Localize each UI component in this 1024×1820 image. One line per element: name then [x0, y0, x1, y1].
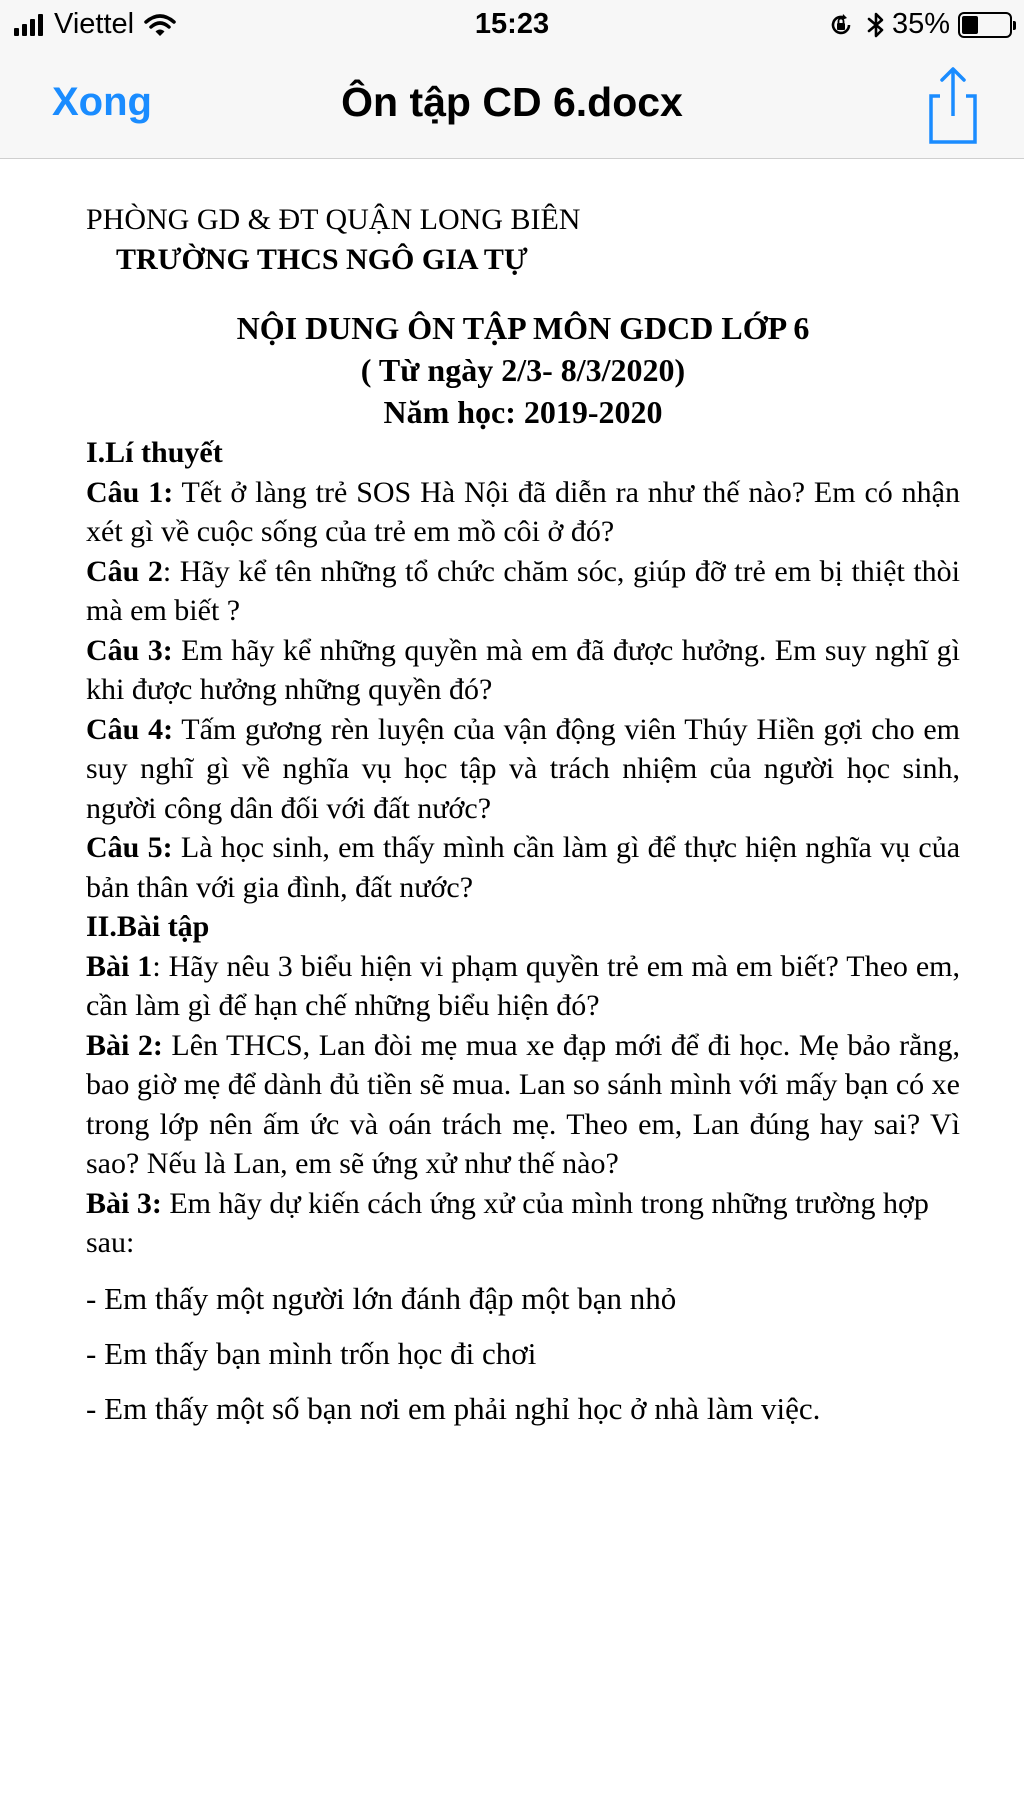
exercise-label: Bài 3: — [86, 1186, 162, 1220]
document-page — [86, 200, 960, 1436]
main-title: NỘI DUNG ÔN TẬP MÔN GDCD LỚP 6 — [236, 310, 810, 346]
status-right — [828, 8, 1012, 41]
question-text: Em hãy kể những quyền mà em đã được hưởng. Em suy nghĩ gì khi được hưởng những quyền đó? — [86, 633, 960, 706]
title-block — [86, 307, 960, 433]
question-text: Tấm gương rèn luyện của vận động viên Thúy Hiền gợi cho em suy nghĩ gì về nghĩa vụ học tập và trách nhiệm của người học sinh, người công dân đối với đất nước? — [86, 712, 960, 825]
exercise-text: Lên THCS, Lan đòi mẹ mua xe đạp mới để đi học. Mẹ bảo rằng, bao giờ mẹ để dành đủ tiền sẽ mua. Lan so sánh mình với mấy bạn có xe trong lớp nên ấm ức và oán trách mẹ. Theo em, Lan đúng hay sai? Vì sao? Nếu là Lan, em sẽ ứng xử như thế nào? — [86, 1028, 960, 1180]
list-item: - Em thấy một số bạn nơi em phải nghỉ học ở nhà làm việc. — [86, 1390, 821, 1426]
battery-level — [962, 16, 978, 34]
question-label: Câu 2 — [86, 554, 163, 588]
question-text: Là học sinh, em thấy mình cần làm gì để thực hiện nghĩa vụ của bản thân với gia đình, đất nước? — [86, 831, 961, 904]
exercise-1 — [86, 947, 960, 1026]
exercise-text: Em hãy dự kiến cách ứng xử của mình trong những trường hợp sau: — [86, 1186, 929, 1259]
battery-percent: 35% — [891, 8, 950, 40]
list-item: - Em thấy bạn mình trốn học đi chơi — [86, 1335, 537, 1371]
situation-list — [86, 1271, 960, 1436]
question-label: Câu 5: — [86, 831, 173, 864]
share-icon[interactable] — [923, 64, 983, 144]
battery-icon — [958, 12, 1012, 38]
exercise-label: Bài 1 — [86, 949, 153, 983]
question-1 — [86, 473, 960, 552]
document-title: Ôn tập CD 6.docx — [341, 79, 683, 125]
question-label: Câu 3: — [86, 633, 173, 667]
status-time: 15:23 — [474, 8, 550, 40]
exercise-text: : Hãy nêu 3 biểu hiện vi phạm quyền trẻ em mà em biết? Theo em, cần làm gì để hạn chế những biểu hiện đó? — [86, 949, 960, 1022]
bluetooth-icon — [866, 11, 886, 39]
done-button[interactable]: Xong — [52, 80, 152, 124]
question-text: : Hãy kể tên những tổ chức chăm sóc, giúp đỡ trẻ em bị thiệt thòi mà em biết ? — [86, 554, 960, 627]
question-label: Câu 4: — [86, 712, 174, 746]
exercise-3 — [86, 1184, 960, 1263]
exercise-2 — [86, 1026, 960, 1184]
date-range: ( Từ ngày 2/3- 8/3/2020) — [360, 352, 686, 388]
section-theory-heading: I.Lí thuyết — [86, 436, 223, 469]
status-bar — [0, 0, 1024, 52]
nav-bar — [0, 52, 1024, 159]
school-year: Năm học: 2019-2020 — [383, 394, 663, 430]
school-header: TRƯỜNG THCS NGÔ GIA TỰ — [116, 242, 528, 276]
list-item: - Em thấy một người lớn đánh đập một bạn nhỏ — [86, 1280, 677, 1316]
carrier-name: Viettel — [54, 8, 135, 40]
department-header: PHÒNG GD & ĐT QUẬN LONG BIÊN — [86, 203, 581, 236]
exercise-label: Bài 2: — [86, 1028, 163, 1062]
question-label: Câu 1: — [86, 475, 174, 509]
question-text: Tết ở làng trẻ SOS Hà Nội đã diễn ra như thế nào? Em có nhận xét gì về cuộc sống của trẻ em mồ côi ở đó? — [86, 475, 960, 548]
section-exercises-heading: II.Bài tập — [86, 910, 210, 943]
orientation-lock-icon — [828, 12, 854, 38]
question-4 — [86, 710, 960, 829]
question-5 — [86, 828, 960, 907]
question-2 — [86, 552, 960, 631]
question-3 — [86, 631, 960, 710]
